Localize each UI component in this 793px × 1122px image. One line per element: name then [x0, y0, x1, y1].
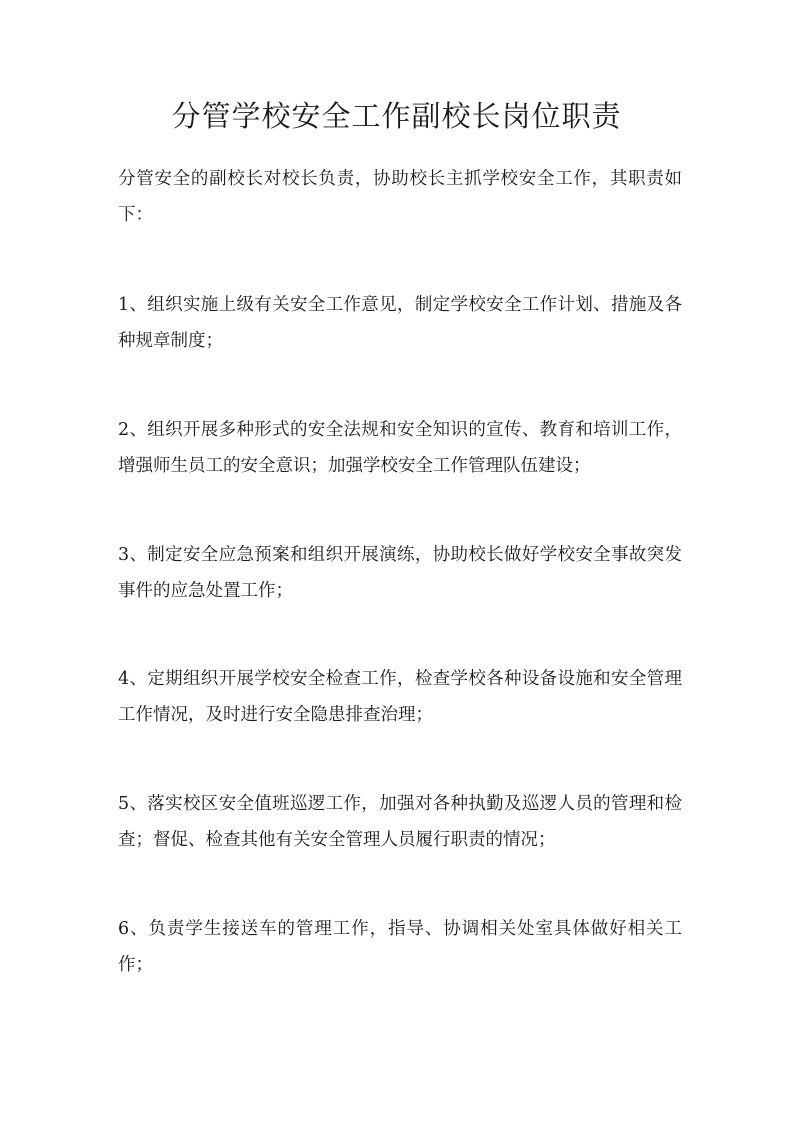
duty-item-6: 6、负责学生接送车的管理工作，指导、协调相关处室具体做好相关工作； — [118, 919, 682, 975]
duty-item-3: 3、制定安全应急预案和组织开展演练，协助校长做好学校安全事故突发事件的应急处置工作； — [118, 545, 682, 601]
duty-item-2: 2、组织开展多种形式的安全法规和安全知识的宣传、教育和培训工作，增强师生员工的安全意识；加强学校安全工作管理队伍建设； — [118, 420, 682, 476]
duty-item-1: 1、组织实施上级有关安全工作意见，制定学校安全工作计划、措施及各种规章制度； — [118, 295, 682, 351]
duty-item-5: 5、落实校区安全值班巡逻工作，加强对各种执勤及巡逻人员的管理和检查；督促、检查其他有关安全管理人员履行职责的情况； — [118, 794, 682, 850]
intro-paragraph: 分管安全的副校长对校长负责，协助校长主抓学校安全工作，其职责如下： — [118, 169, 682, 225]
duty-item-4: 4、定期组织开展学校安全检查工作，检查学校各种设备设施和安全管理工作情况，及时进行安全隐患排查治理； — [118, 669, 682, 725]
document-title: 分管学校安全工作副校长岗位职责 — [171, 99, 622, 133]
